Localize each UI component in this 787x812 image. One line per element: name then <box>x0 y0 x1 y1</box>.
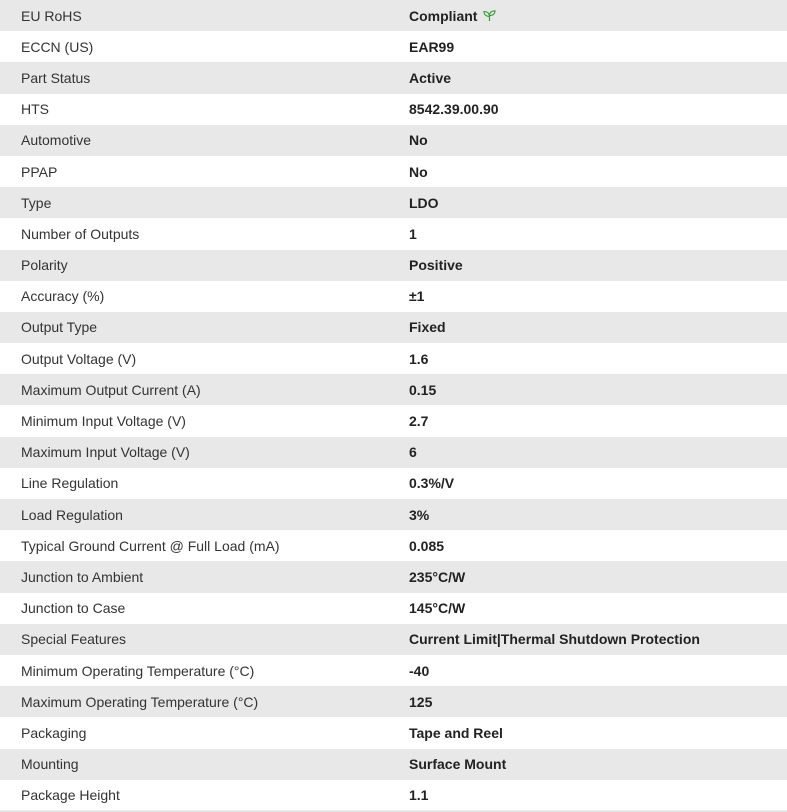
spec-value: ±1 <box>409 288 425 305</box>
spec-label: Type <box>21 194 52 211</box>
spec-value: 125 <box>409 693 433 710</box>
spec-label: Number of Outputs <box>21 225 140 242</box>
spec-label: Special Features <box>21 631 127 648</box>
spec-value: 1.1 <box>409 787 429 804</box>
spec-value: Tape and Reel <box>409 724 503 741</box>
spec-value: 0.15 <box>409 381 437 398</box>
spec-row-output-type <box>0 312 787 343</box>
spec-row-type <box>0 187 787 218</box>
spec-value: 6 <box>409 444 417 461</box>
spec-label: Junction to Case <box>21 600 126 617</box>
spec-row-special-features <box>0 624 787 655</box>
spec-row-min-input-voltage <box>0 405 787 436</box>
spec-label: Typical Ground Current @ Full Load (mA) <box>21 537 280 554</box>
spec-value: Positive <box>409 257 463 274</box>
spec-label: Output Voltage (V) <box>21 350 137 367</box>
spec-value: LDO <box>409 194 439 211</box>
spec-value: 0.3%/V <box>409 475 455 492</box>
spec-value: No <box>409 132 428 149</box>
spec-row-max-output-current <box>0 374 787 405</box>
spec-label: Load Regulation <box>21 506 123 523</box>
spec-value: Fixed <box>409 319 446 336</box>
spec-label: EU RoHS <box>21 7 82 24</box>
spec-row-packaging <box>0 717 787 748</box>
spec-label: Line Regulation <box>21 475 119 492</box>
spec-row-part-status <box>0 62 787 93</box>
spec-label: Maximum Input Voltage (V) <box>21 444 190 461</box>
spec-row-junction-to-case <box>0 593 787 624</box>
spec-row-eu-rohs <box>0 0 787 31</box>
spec-row-ground-current <box>0 530 787 561</box>
spec-value: 0.085 <box>409 537 445 554</box>
spec-value: 235°C/W <box>409 568 466 585</box>
spec-row-number-of-outputs <box>0 218 787 249</box>
spec-value: 1 <box>409 225 417 242</box>
spec-label: Output Type <box>21 319 98 336</box>
spec-row-accuracy <box>0 281 787 312</box>
spec-row-eccn <box>0 31 787 62</box>
spec-row-max-operating-temp <box>0 686 787 717</box>
spec-value: No <box>409 163 428 180</box>
spec-value: -40 <box>409 662 430 679</box>
spec-label: Minimum Input Voltage (V) <box>21 413 186 430</box>
leaf-icon <box>483 10 496 22</box>
spec-row-automotive <box>0 125 787 156</box>
spec-value: 8542.39.00.90 <box>409 101 499 118</box>
spec-value: 3% <box>409 506 430 523</box>
spec-row-polarity <box>0 250 787 281</box>
spec-label: PPAP <box>21 163 58 180</box>
spec-value: 145°C/W <box>409 600 466 617</box>
spec-row-junction-to-ambient <box>0 561 787 592</box>
spec-value: 1.6 <box>409 350 429 367</box>
spec-label: Part Status <box>21 69 91 86</box>
spec-row-output-voltage <box>0 343 787 374</box>
spec-row-hts <box>0 94 787 125</box>
spec-row-ppap <box>0 156 787 187</box>
spec-row-min-operating-temp <box>0 655 787 686</box>
spec-value: EAR99 <box>409 38 455 55</box>
spec-value-text: Compliant <box>409 7 478 24</box>
spec-label: Package Height <box>21 787 120 804</box>
spec-row-max-input-voltage <box>0 437 787 468</box>
spec-label: Mounting <box>21 756 79 773</box>
spec-value: Surface Mount <box>409 756 507 773</box>
spec-value: 2.7 <box>409 413 429 430</box>
spec-label: Minimum Operating Temperature (°C) <box>21 662 255 679</box>
spec-value: Current Limit|Thermal Shutdown Protection <box>409 631 700 648</box>
spec-value <box>409 0 787 31</box>
spec-label: Maximum Output Current (A) <box>21 381 201 398</box>
spec-label: Automotive <box>21 132 92 149</box>
spec-row-mounting <box>0 749 787 780</box>
spec-row-load-regulation <box>0 499 787 530</box>
spec-row-line-regulation <box>0 468 787 499</box>
spec-label: Junction to Ambient <box>21 568 144 585</box>
spec-value: Active <box>409 69 452 86</box>
spec-label: Accuracy (%) <box>21 288 105 305</box>
spec-label: Packaging <box>21 724 87 741</box>
spec-row-package-height <box>0 780 787 811</box>
spec-label: HTS <box>21 101 49 118</box>
spec-label: ECCN (US) <box>21 38 94 55</box>
spec-label: Maximum Operating Temperature (°C) <box>21 693 259 710</box>
spec-label: Polarity <box>21 257 68 274</box>
